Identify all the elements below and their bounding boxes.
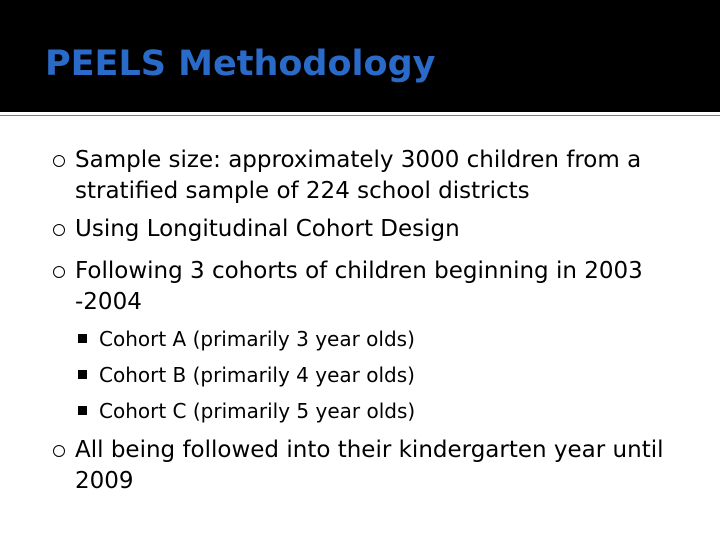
sub-bullet-cohort-a	[99, 326, 415, 352]
bullet-design	[75, 214, 705, 245]
sub-bullet-cohort-b	[99, 362, 415, 388]
filled-square-bullet-icon	[78, 406, 87, 415]
hollow-circle-bullet-icon	[53, 155, 65, 167]
hollow-circle-bullet-icon	[53, 224, 65, 236]
bullet-cohorts	[75, 256, 705, 318]
hollow-circle-bullet-icon	[53, 266, 65, 278]
bullet-text: Sample size: approximately 3000 children from a stratified sample of 224 school districts	[75, 147, 642, 204]
sub-bullet-text: Cohort A (primarily 3 year olds)	[99, 327, 415, 351]
bullet-sample-size	[75, 145, 705, 207]
sub-bullet-text: Cohort B (primarily 4 year olds)	[99, 363, 415, 387]
bullet-text: All being followed into their kindergarten year until 2009	[75, 437, 664, 494]
bullet-kindergarten	[75, 435, 705, 497]
sub-bullet-cohort-c	[99, 398, 415, 424]
slide-title: PEELS Methodology	[45, 44, 436, 84]
sub-bullet-text: Cohort C (primarily 5 year olds)	[99, 399, 416, 423]
filled-square-bullet-icon	[78, 334, 87, 343]
filled-square-bullet-icon	[78, 370, 87, 379]
bullet-text: Using Longitudinal Cohort Design	[75, 216, 460, 242]
hollow-circle-bullet-icon	[53, 445, 65, 457]
bullet-text: Following 3 cohorts of children beginning in 2003 -2004	[75, 258, 643, 315]
